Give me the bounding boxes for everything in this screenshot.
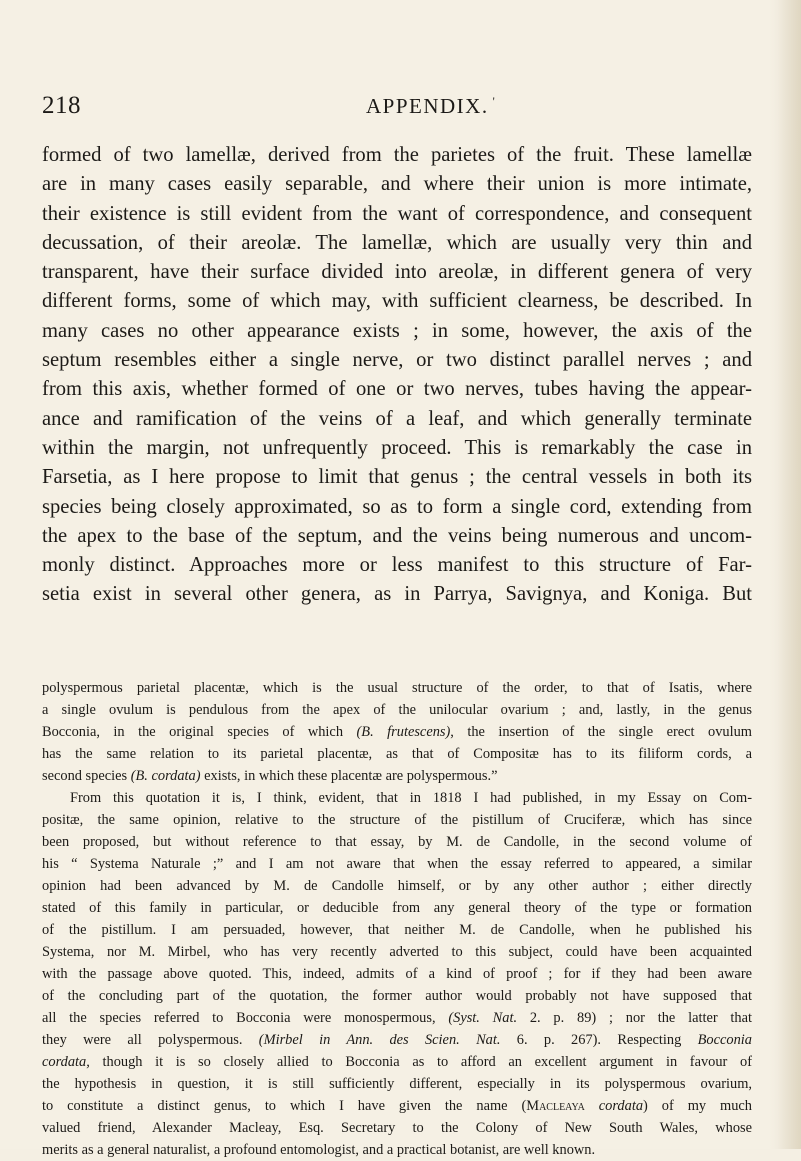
text-line: from this axis, whether formed of one or two nerves, tubes having the appear- (42, 378, 752, 401)
footnote-text: ) of my much (643, 1098, 752, 1114)
citation: (Syst. Nat. (448, 1010, 518, 1026)
footnote-text: to constitute a distinct genus, to which I have given the name ( (42, 1098, 527, 1114)
text-line: Farsetia, as I here propose to limit that genus ; the central vessels in both its (42, 466, 752, 489)
text-line: transparent, have their surface divided into areolæ, in different genera of very (42, 261, 752, 284)
species-name: cordata (584, 1098, 644, 1114)
footnote-line: Systema, nor M. Mirbel, who has very recently adverted to this subject, could have been acquainted (42, 944, 752, 960)
genus-name: Macleaya (526, 1098, 585, 1114)
footnote-line: a single ovulum is pendulous from the apex of the unilocular ovarium ; and, lastly, in the genus (42, 702, 752, 718)
footnote-line: of the concluding part of the quotation, the former author would probably not have supposed that (42, 988, 752, 1004)
footnote-line: positæ, the same opinion, relative to the structure of the pistillum of Cruciferæ, which has since (42, 812, 752, 828)
text-line: setia exist in several other genera, as in Parrya, Savignya, and Koniga. But (42, 583, 752, 606)
text-line: different forms, some of which may, with sufficient clearness, be described. In (42, 290, 752, 313)
footnote-line: with the passage above quoted. This, indeed, admits of a kind of proof ; for if they had been aware (42, 966, 752, 982)
species-name: (B. cordata) (130, 768, 201, 784)
text-line: their existence is still evident from the want of correspondence, and consequent (42, 202, 752, 225)
running-head-title: APPENDIX. (366, 94, 489, 118)
running-head (366, 94, 496, 119)
footnote-line (42, 1051, 752, 1073)
text-line: species being closely approximated, so as to form a single cord, extending from (42, 495, 752, 518)
text-line: ance and ramification of the veins of a leaf, and which generally terminate (42, 407, 752, 430)
footnote-line (42, 1029, 752, 1051)
footnote-text: second species (42, 768, 131, 784)
text-line: within the margin, not unfrequently proceed. This is remarkably the case in (42, 436, 752, 459)
text-line: are in many cases easily separable, and where their union is more intimate, (42, 173, 752, 196)
footnote-text: 6. p. 267). Respecting (500, 1032, 698, 1048)
text-line: decussation, of their areolæ. The lamellæ, which are usually very thin and (42, 231, 752, 254)
text-line: many cases no other appearance exists ; in some, however, the axis of the (42, 319, 752, 342)
running-head-mark: ' (492, 94, 497, 108)
footnote-line: From this quotation it is, I think, evident, that in 1818 I had published, in my Essay on Com- (70, 790, 752, 806)
footnote-line: valued friend, Alexander Macleay, Esq. Secretary to the Colony of New South Wales, whose (42, 1120, 752, 1136)
species-name: Bocconia (697, 1032, 752, 1048)
footnote-text: though it is so closely allied to Bocconia as to afford an excellent argument in favour of (89, 1054, 752, 1070)
footnote-text: they were all polyspermous. (42, 1032, 259, 1048)
footnote-text: 2. p. 89) ; nor the latter that (517, 1010, 752, 1026)
footnote-line: opinion had been advanced by M. de Candolle himself, or by any other author ; either directly (42, 878, 752, 894)
main-paragraph (42, 141, 752, 610)
footnote-line: merits as a general naturalist, a profound entomologist, and a practical botanist, are well known. (42, 1142, 596, 1158)
species-name: cordata, (42, 1054, 90, 1070)
page-number: 218 (42, 92, 81, 119)
footnote-line (42, 765, 752, 787)
footnote-line: been proposed, but without reference to that essay, by M. de Candolle, in the second volume of (42, 834, 752, 850)
text-line: septum resembles either a single nerve, or two distinct parallel nerves ; and (42, 349, 752, 372)
footnote-text: , the insertion of the single erect ovulum (450, 724, 752, 740)
footnote-line: of the pistillum. I am persuaded, however, that neither M. de Candolle, when he published his (42, 922, 752, 938)
footnote-line: stated of this family in particular, or deducible from any general theory of the type or formation (42, 900, 752, 916)
footnote-text: exists, in which these placentæ are polyspermous.” (200, 768, 498, 784)
footnote-line: polyspermous parietal placentæ, which is the usual structure of the order, to that of Isatis, where (42, 680, 752, 696)
footnote-text: Bocconia, in the original species of which (42, 724, 357, 740)
text-line: monly distinct. Approaches more or less manifest to this structure of Far- (42, 554, 752, 577)
species-name: (B. frutescens) (356, 724, 451, 740)
footnote-line (42, 721, 752, 743)
footnote-line: has the same relation to its parietal placentæ, as that of Compositæ has to its filiform cords, a (42, 746, 752, 762)
text-line: the apex to the base of the septum, and the veins being numerous and uncom- (42, 524, 752, 547)
text-line: formed of two lamellæ, derived from the parietes of the fruit. These lamellæ (42, 144, 752, 166)
footnote-line: the hypothesis in question, it is still sufficiently different, especially in its polyspermous ovarium, (42, 1076, 752, 1092)
page-header (42, 92, 732, 126)
footnote-block (42, 677, 752, 1161)
page-edge-shading (777, 0, 801, 1149)
footnote-line: his “ Systema Naturale ;” and I am not aware that when the essay referred to appeared, a similar (42, 856, 752, 872)
footnote-line (42, 1095, 752, 1117)
footnote-line (42, 1007, 752, 1029)
citation: (Mirbel in Ann. des Scien. Nat. (258, 1032, 501, 1048)
footnote-text: all the species referred to Bocconia were monospermous, (42, 1010, 449, 1026)
